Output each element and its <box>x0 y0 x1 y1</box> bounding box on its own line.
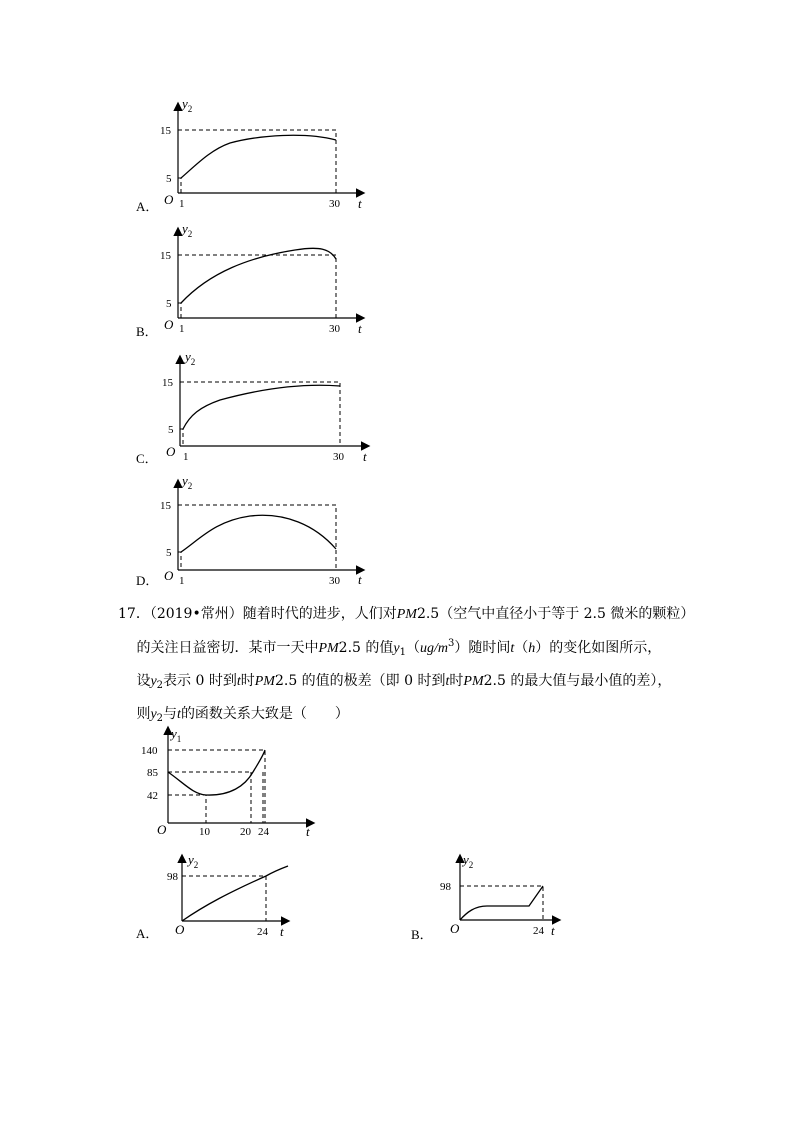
question-line-1: 17．（2019•常州）随着时代的进步，人们对PM2.5（空气中直径小于等于 2.5 微米的颗粒） <box>118 606 695 622</box>
y-tick-15: 15 <box>160 500 171 512</box>
y-tick-5: 5 <box>166 298 172 310</box>
question-line-2: 的关注日益密切．某市一天中PM2.5 的值$y_1(ug/m^3)$随时间t（h）的变化如图所示， <box>136 638 662 658</box>
curve <box>181 515 336 552</box>
guide-lines <box>178 505 336 570</box>
x-axis-label: t <box>358 196 362 211</box>
y-axis-label: $y_2$ <box>182 96 193 114</box>
origin-label: O <box>164 192 174 207</box>
option-label: B． <box>136 324 158 339</box>
x-tick-20: 20 <box>240 826 251 838</box>
curve <box>460 886 543 920</box>
x-tick-30: 30 <box>329 198 340 210</box>
graph-y1 <box>135 722 325 840</box>
origin-label: O <box>164 568 174 583</box>
graph-option-c <box>130 343 375 468</box>
question-line-4: 则$y_2$与t的函数关系大致是（ ） <box>136 706 349 724</box>
x-tick-1: 1 <box>179 323 185 335</box>
x-axis-label: t <box>551 923 555 938</box>
graph-option-d <box>130 467 370 592</box>
y-axis-label: $y_2$ <box>185 349 196 367</box>
y-axis-label: $y_2$ <box>182 473 193 491</box>
y-tick-98: 98 <box>440 881 451 893</box>
origin-label: O <box>166 444 176 459</box>
option-label: B． <box>411 927 433 942</box>
y-tick-42: 42 <box>147 790 158 802</box>
option-label: D． <box>136 573 159 588</box>
curve <box>181 135 336 178</box>
graph-option-a <box>130 92 370 217</box>
curve <box>168 750 265 795</box>
question-17 <box>118 600 695 733</box>
x-tick-1: 1 <box>179 575 185 587</box>
x-tick-30: 30 <box>329 323 340 335</box>
x-tick-24: 24 <box>258 826 269 838</box>
x-tick-1: 1 <box>183 451 189 463</box>
y-axis-label: $y_2$ <box>463 852 474 870</box>
curve <box>181 248 336 303</box>
origin-label: O <box>164 317 174 332</box>
y-axis-label: $y_2$ <box>182 221 193 239</box>
origin-label: O <box>175 922 185 937</box>
y-tick-15: 15 <box>160 250 171 262</box>
guide-lines <box>178 255 336 318</box>
x-tick-30: 30 <box>329 575 340 587</box>
curve <box>182 866 288 921</box>
origin-label: O <box>450 921 460 936</box>
y-tick-15: 15 <box>162 377 173 389</box>
x-axis-label: t <box>306 824 310 839</box>
curve <box>183 385 340 429</box>
option-label: A． <box>136 199 159 214</box>
graph-bottom-option-a <box>130 850 300 945</box>
x-tick-1: 1 <box>179 198 185 210</box>
x-axis-label: t <box>358 321 362 336</box>
guide-lines <box>168 750 265 823</box>
x-axis-label: t <box>363 449 367 464</box>
x-tick-10: 10 <box>199 826 210 838</box>
guide-lines <box>182 876 266 921</box>
x-axis-label: t <box>280 924 284 939</box>
y-tick-140: 140 <box>141 745 158 757</box>
y-tick-5: 5 <box>168 424 174 436</box>
y-tick-15: 15 <box>160 125 171 137</box>
x-axis-label: t <box>358 572 362 587</box>
y-tick-85: 85 <box>147 767 158 779</box>
x-tick-24: 24 <box>533 925 544 937</box>
x-tick-24: 24 <box>257 926 268 938</box>
option-label: C． <box>136 451 158 466</box>
x-tick-30: 30 <box>333 451 344 463</box>
y-tick-98: 98 <box>167 871 178 883</box>
y-tick-5: 5 <box>166 173 172 185</box>
y-tick-5: 5 <box>166 547 172 559</box>
guide-lines <box>180 382 340 446</box>
y-axis-label: $y_1$ <box>171 726 182 744</box>
graph-bottom-option-b <box>405 850 570 945</box>
guide-lines <box>178 130 336 193</box>
option-label: A． <box>136 926 159 941</box>
graph-option-b <box>130 217 370 342</box>
origin-label: O <box>157 822 167 837</box>
question-line-3: 设$y_2$表示 0 时到t时PM2.5 的值的极差（即 0 时到t时PM2.5 的最大值与最小值的差）， <box>136 673 672 691</box>
y-axis-label: $y_2$ <box>188 852 199 870</box>
